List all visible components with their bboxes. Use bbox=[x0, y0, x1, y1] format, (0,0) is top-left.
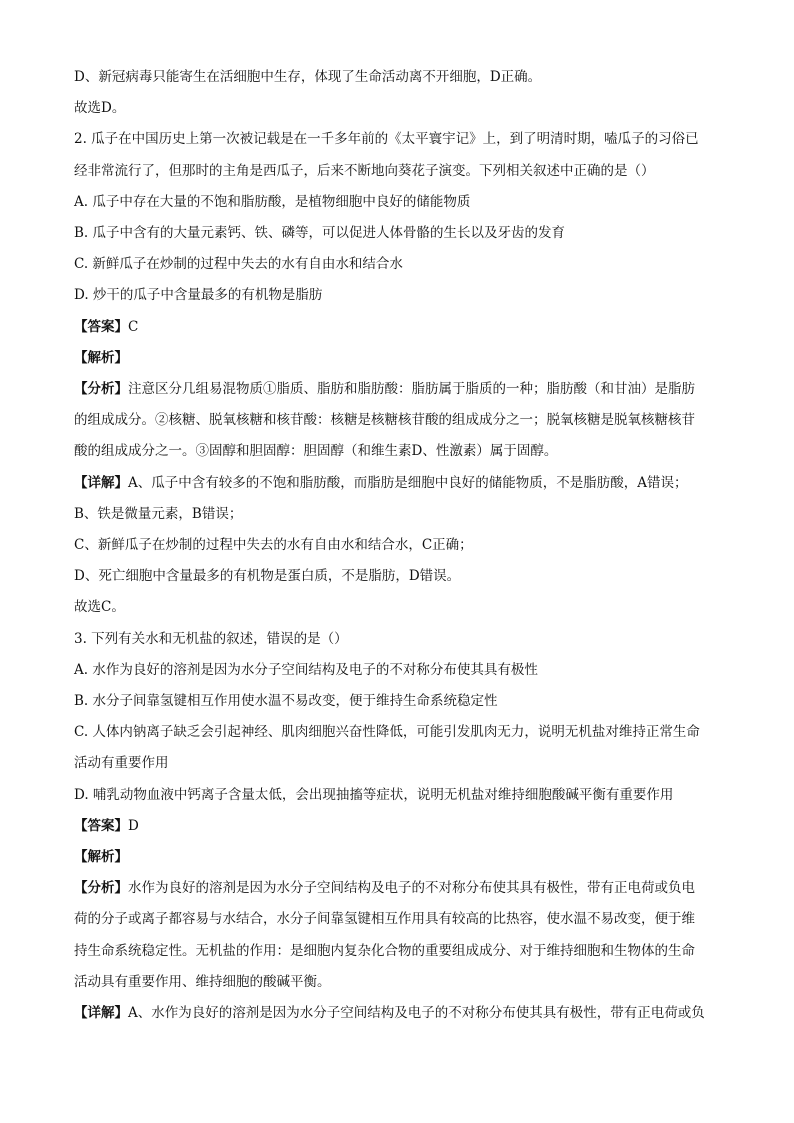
text-line bbox=[74, 499, 724, 530]
line-text: 经非常流行了，但那时的主角是西瓜子，后来不断地向葵花子演变。下列相关叙述中正确的是（） bbox=[74, 162, 655, 179]
line-text: 故选C。 bbox=[74, 599, 125, 616]
line-text: C. 人体内钠离子缺乏会引起神经、肌肉细胞兴奋性降低，可能引发肌肉无力，说明无机盐对维持正常生命 bbox=[74, 724, 700, 741]
line-text: C bbox=[128, 318, 139, 335]
text-line bbox=[74, 967, 724, 998]
text-line bbox=[74, 592, 724, 623]
section-tag: 【分析】 bbox=[74, 381, 128, 398]
text-line bbox=[74, 624, 724, 655]
section-tag: 【解析】 bbox=[74, 849, 128, 866]
text-line bbox=[74, 468, 724, 499]
line-text: A、水作为良好的溶剂是因为水分子空间结构及电子的不对称分布使其具有极性，带有正电荷或负 bbox=[128, 1005, 705, 1022]
line-text: D. 炒干的瓜子中含量最多的有机物是脂肪 bbox=[74, 287, 323, 304]
line-text: 酸的组成成分之一。③固醇和胆固醇：胆固醇（和维生素D、性激素）属于固醇。 bbox=[74, 443, 558, 460]
text-line bbox=[74, 218, 724, 249]
text-line bbox=[74, 436, 724, 467]
section-tag: 【详解】 bbox=[74, 474, 128, 491]
text-line bbox=[74, 187, 724, 218]
document-page bbox=[74, 62, 724, 1029]
line-text: 3. 下列有关水和无机盐的叙述，错误的是（） bbox=[74, 630, 348, 647]
line-text: 水作为良好的溶剂是因为水分子空间结构及电子的不对称分布使其具有极性，带有正电荷或负电 bbox=[128, 880, 695, 897]
line-text: B. 水分子间靠氢键相互作用使水温不易改变，便于维持生命系统稳定性 bbox=[74, 693, 498, 710]
text-line bbox=[74, 561, 724, 592]
text-line bbox=[74, 873, 724, 904]
text-line bbox=[74, 93, 724, 124]
text-line bbox=[74, 312, 724, 343]
line-text: A. 水作为良好的溶剂是因为水分子空间结构及电子的不对称分布使其具有极性 bbox=[74, 661, 538, 678]
line-text: 活动有重要作用 bbox=[74, 755, 169, 772]
line-text: 故选D。 bbox=[74, 100, 126, 117]
line-text: B、铁是微量元素，B错误； bbox=[74, 505, 243, 522]
text-line bbox=[74, 62, 724, 93]
text-line bbox=[74, 998, 724, 1029]
line-text: C. 新鲜瓜子在炒制的过程中失去的水有自由水和结合水 bbox=[74, 256, 403, 273]
line-text: A、瓜子中含有较多的不饱和脂肪酸，而脂肪是细胞中良好的储能物质，不是脂肪酸，A错误； bbox=[128, 474, 688, 491]
text-line bbox=[74, 686, 724, 717]
text-line bbox=[74, 904, 724, 935]
line-text: D. 哺乳动物血液中钙离子含量太低，会出现抽搐等症状，说明无机盐对维持细胞酸碱平衡有重要作用 bbox=[74, 786, 674, 803]
text-line bbox=[74, 343, 724, 374]
line-text: D、新冠病毒只能寄生在活细胞中生存，体现了生命活动离不开细胞，D正确。 bbox=[74, 69, 542, 85]
text-line bbox=[74, 249, 724, 280]
text-line bbox=[74, 156, 724, 187]
line-text: B. 瓜子中含有的大量元素钙、铁、磷等，可以促进人体骨骼的生长以及牙齿的发育 bbox=[74, 225, 566, 242]
text-line bbox=[74, 717, 724, 748]
section-tag: 【答案】 bbox=[74, 318, 128, 335]
section-tag: 【解析】 bbox=[74, 349, 128, 366]
text-line bbox=[74, 655, 724, 686]
text-line bbox=[74, 842, 724, 873]
text-line bbox=[74, 530, 724, 561]
text-line bbox=[74, 748, 724, 779]
text-line bbox=[74, 780, 724, 811]
section-tag: 【详解】 bbox=[74, 1005, 128, 1022]
line-text: A. 瓜子中存在大量的不饱和脂肪酸，是植物细胞中良好的储能物质 bbox=[74, 193, 471, 210]
text-line bbox=[74, 936, 724, 967]
text-line bbox=[74, 124, 724, 155]
text-line bbox=[74, 280, 724, 311]
section-tag: 【答案】 bbox=[74, 817, 128, 834]
line-text: D、死亡细胞中含量最多的有机物是蛋白质，不是脂肪，D错误。 bbox=[74, 568, 461, 585]
line-text: 2. 瓜子在中国历史上第一次被记载是在一千多年前的《太平寰宇记》上，到了明清时期，嗑瓜子的习俗已 bbox=[74, 131, 699, 148]
line-text: 持生命系统稳定性。无机盐的作用：是细胞内复杂化合物的重要组成成分、对于维持细胞和生物体的生命 bbox=[74, 942, 695, 959]
text-line bbox=[74, 811, 724, 842]
text-line bbox=[74, 374, 724, 405]
section-tag: 【分析】 bbox=[74, 880, 128, 897]
line-text: 的组成成分。②核糖、脱氧核糖和核苷酸：核糖是核糖核苷酸的组成成分之一；脱氧核糖是脱氧核糖核苷 bbox=[74, 412, 695, 429]
line-text: D bbox=[128, 817, 139, 834]
text-line bbox=[74, 405, 724, 436]
line-text: C、新鲜瓜子在炒制的过程中失去的水有自由水和结合水，C正确； bbox=[74, 537, 473, 554]
line-text: 荷的分子或离子都容易与水结合，水分子间靠氢键相互作用具有较高的比热容，使水温不易改变，便于维 bbox=[74, 911, 695, 928]
line-text: 活动具有重要作用、维持细胞的酸碱平衡。 bbox=[74, 973, 331, 990]
line-text: 注意区分几组易混物质①脂质、脂肪和脂肪酸：脂肪属于脂质的一种；脂肪酸（和甘油）是脂肪 bbox=[128, 381, 695, 398]
